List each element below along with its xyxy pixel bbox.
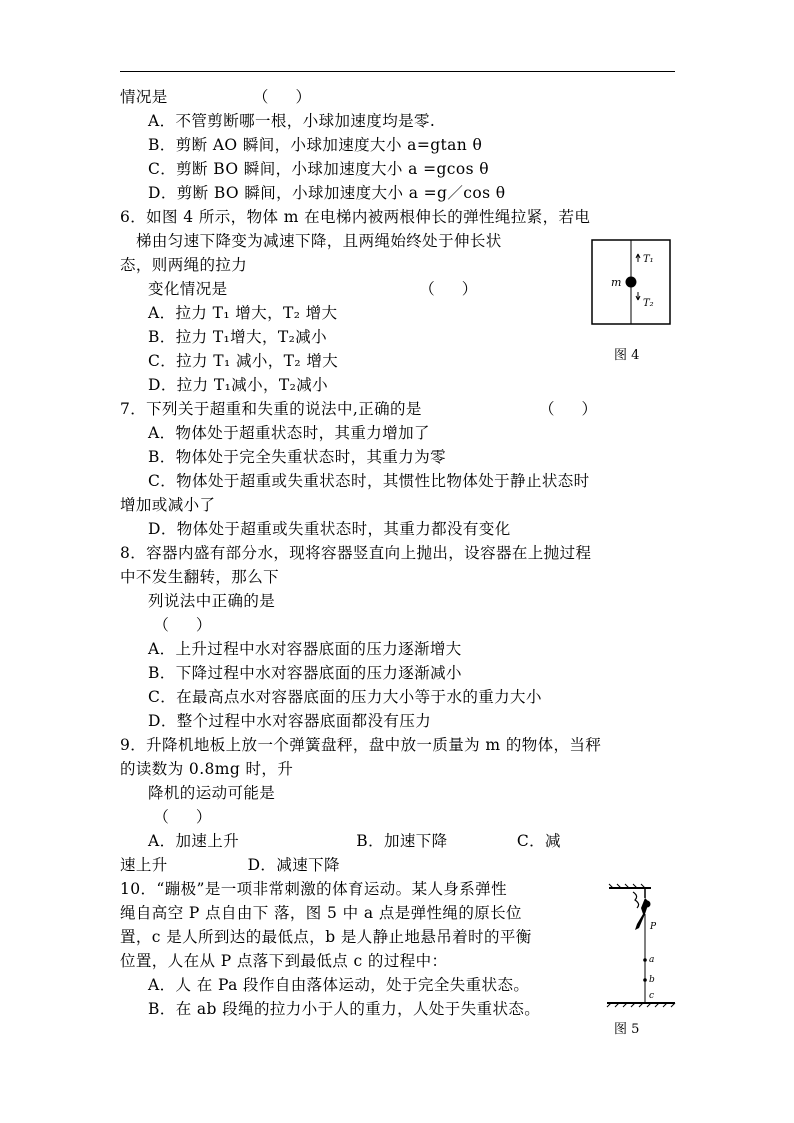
figure-5-bungee xyxy=(605,882,677,1008)
text-line: 6．如图 4 所示，物体 m 在电梯内被两根伸长的弹性绳拉紧，若电 xyxy=(120,208,591,226)
text-line: A．拉力 T₁ 增大，T₂ 增大 xyxy=(148,304,338,322)
text-line: 梯由匀速下降变为减速下降，且两绳始终处于伸长状 xyxy=(120,232,502,250)
text-line: A．不管剪断哪一根，小球加速度均是零. xyxy=(148,112,436,130)
text-line: 9．升降机地板上放一个弹簧盘秤，盘中放一质量为 m 的物体，当秤 xyxy=(120,736,602,754)
text-line: B．在 ab 段绳的拉力小于人的重力，人处于失重状态。 xyxy=(148,1000,541,1018)
text-line: B．拉力 T₁增大，T₂减小 xyxy=(148,328,328,346)
text-line: 速上升 D．减速下降 xyxy=(120,856,340,874)
text-line: 位置，人在从 P 点落下到最低点 c 的过程中： xyxy=(120,952,448,970)
figure-4-elevator xyxy=(590,238,674,328)
text-line: D．拉力 T₁减小，T₂减小 xyxy=(148,376,329,394)
text-line: B．剪断 AO 瞬间，小球加速度大小 a=gtan θ xyxy=(148,136,483,154)
text-line: 态，则两绳的拉力 xyxy=(120,256,248,274)
text-line: C．拉力 T₁ 减小，T₂ 增大 xyxy=(148,352,339,370)
text-line: C．剪断 BO 瞬间，小球加速度大小 a =gcos θ xyxy=(148,160,490,178)
text-line: 8．容器内盛有部分水，现将容器竖直向上抛出，设容器在上抛过程 xyxy=(120,544,592,562)
figure-5-caption: 图 5 xyxy=(614,1022,640,1037)
label-c: c xyxy=(649,991,655,1001)
text-line: 列说法中正确的是 xyxy=(148,592,276,610)
text-line: D．物体处于超重或失重状态时，其重力都没有变化 xyxy=(148,520,511,538)
label-t2: T₂ xyxy=(643,298,654,309)
label-a: a xyxy=(649,955,655,965)
label-m: m xyxy=(611,276,622,289)
text-line: A．人 在 Pa 段作自由落体运动，处于完全失重状态。 xyxy=(148,976,530,994)
text-line: 情况是 （ ） xyxy=(120,88,312,106)
text-line: D．整个过程中水对容器底面都没有压力 xyxy=(148,712,432,730)
text-line: 绳自高空 P 点自由下 落，图 5 中 a 点是弹性绳的原长位 xyxy=(120,904,522,922)
text-line: C．在最高点水对容器底面的压力大小等于水的重力大小 xyxy=(148,688,542,706)
label-b: b xyxy=(649,975,655,985)
label-p: P xyxy=(650,922,657,932)
mass-ball xyxy=(626,277,637,288)
text-line: C．物体处于超重或失重状态时，其惯性比物体处于静止状态时 xyxy=(148,472,590,490)
text-line: 7．下列关于超重和失重的说法中,正确的是 （ ） xyxy=(120,400,598,418)
text-line: B．物体处于完全失重状态时，其重力为零 xyxy=(148,448,446,466)
text-line: D．剪断 BO 瞬间，小球加速度大小 a =g／cos θ xyxy=(148,184,506,202)
text-line: 降机的运动可能是 xyxy=(148,784,276,802)
text-line: 增加或减小了 xyxy=(120,496,216,514)
text-line: A．物体处于超重状态时，其重力增加了 xyxy=(148,424,430,442)
text-line: （ ） xyxy=(148,616,212,634)
text-line: A．加速上升 B．加速下降 C．减 xyxy=(148,832,561,850)
label-t1: T₁ xyxy=(643,254,654,265)
text-line: 的读数为 0.8mg 时，升 xyxy=(120,760,294,778)
text-line: A．上升过程中水对容器底面的压力逐渐增大 xyxy=(148,640,462,658)
text-line: 置，c 是人所到达的最低点，b 是人静止地悬吊着时的平衡 xyxy=(120,928,532,946)
header-rule xyxy=(120,71,675,72)
text-line: B．下降过程中水对容器底面的压力逐渐减小 xyxy=(148,664,462,682)
text-line: 10．“蹦极”是一项非常刺激的体育运动。某人身系弹性 xyxy=(120,880,507,898)
text-line: 变化情况是 （ ） xyxy=(148,280,478,298)
figure-4-caption: 图 4 xyxy=(614,348,640,363)
text-line: 中不发生翻转，那么下 xyxy=(120,568,280,586)
text-line: （ ） xyxy=(148,808,212,826)
